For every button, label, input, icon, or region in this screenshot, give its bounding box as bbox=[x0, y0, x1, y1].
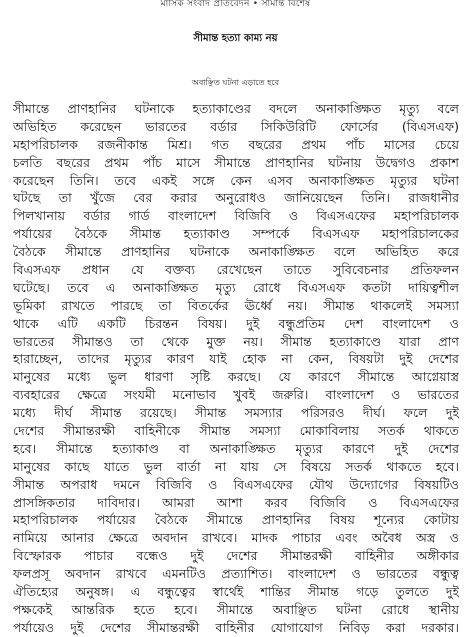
subheadline: অবাঞ্ছিত ঘটনা এড়াতে হবে bbox=[191, 78, 280, 87]
article-line: বিস্ফোরক পাচার বন্ধেও দুই দেশের সীমান্তরক্ষী বাহিনীর অঙ্গীকার bbox=[13, 548, 459, 564]
headline: সীমান্ত হত্যা কাম্য নয় bbox=[193, 33, 278, 44]
article-line: হবে। সীমান্তে হত্যাকাণ্ড বা অনাকাঙ্ক্ষিত মৃত্যুর কারণে দুই দেশের bbox=[13, 440, 459, 456]
article-line: বৈঠকে সীমান্তে প্রাণহানির ঘটনাকে অনাকাঙ্ক্ষিত বলে অভিহিত করে bbox=[13, 244, 459, 260]
article-line: ঘটছে তা খুঁজে বের করার অনুরোধও জানিয়েছেন তিনি। রাজধানীর bbox=[13, 190, 459, 206]
article-line: হারাচ্ছেন, তাদের মৃত্যুর কারণ যাই হোক না কেন, বিষয়টা দুই দেশের bbox=[13, 351, 459, 367]
article-line: মানুষের মধ্যে ভুল ধারণা সৃষ্টি করছে। যে কারণে সীমান্তে আগ্নেয়াস্ত্র bbox=[13, 369, 459, 385]
article-line: অভিহিত করেছেন ভারতের বর্ডার সিকিউরিটি ফোর্সের (বিএসএফ) bbox=[13, 118, 459, 134]
masthead-strip: মাসিক সংবাদ প্রতিবেদন • সীমান্ত বিশেষ bbox=[160, 0, 311, 9]
article-line: ভূমিকা রাখতে পারছে তা বিতর্কের ঊর্ধ্বে নয়। সীমান্ত থাকলেই সমস্যা bbox=[13, 297, 459, 313]
article-line: দেশের সীমান্তরক্ষী বাহিনীকে সীমান্ত সমস্যা মোকাবিলায় সতর্ক থাকতে bbox=[13, 423, 459, 439]
article-line: মধ্যে দীর্ঘ সীমান্ত রয়েছে। সীমান্ত সমস্যার পরিসরও দীর্ঘ। ফলে দুই bbox=[13, 405, 459, 421]
article-line: ঘটেছে। তবে এ অনাকাঙ্ক্ষিত মৃত্যু রোধে বিএসএফ কতটা দায়িত্বশীল bbox=[13, 279, 459, 295]
article-line: সীমান্ত অপরাধ দমনে বিজিবি ও বিএসএফের যৌথ উদ্যোগের বিষয়টিও bbox=[13, 476, 459, 492]
article-line: প্রাসঙ্গিকতার দাবিদার। আমরা আশা করব বিজিবি ও বিএসএফের bbox=[13, 494, 459, 510]
article-line: মহাপরিচালক রজনীকান্ত মিশ্র। গত বছরের প্রথম পাঁচ মাসের চেয়ে bbox=[13, 136, 459, 152]
article-line: থাকে এটি একটি চিরন্তন বিষয়। দুই বন্ধুপ্রতিম দেশ বাংলাদেশ ও bbox=[13, 315, 459, 331]
article-line: ভারতের সীমান্তও তা থেকে মুক্ত নয়। সীমান্ত হত্যাকাণ্ডে যারা প্রাণ bbox=[13, 333, 459, 349]
article-line: পর্যায়েও দুই দেশের সীমান্তরক্ষী বাহিনীর যোগাযোগ নিবিড় করা দরকার। bbox=[13, 619, 459, 635]
article-line: নামিয়ে আনার ক্ষেত্রে অবদান রাখবে। মাদক পাচার এবং অবৈধ অস্ত্র ও bbox=[13, 530, 459, 546]
article-line: পক্ষকেই আন্তরিক হতে হবে। সীমান্তে অবাঞ্ছিত ঘটনা রোধে স্থানীয় bbox=[13, 601, 459, 617]
article-line: ঐতিহ্যের অনুষঙ্গ। এ বন্ধুত্বের স্বার্থেই শান্তির সীমান্ত গড়ে তুলতে দুই bbox=[13, 584, 459, 600]
article-line: ব্যবহারের ক্ষেত্রে সংযমী মনোভাব খুবই জরুরি। বাংলাদেশ ও ভারতের bbox=[13, 387, 459, 403]
article-line: পর্যায়ের বৈঠকে সীমান্ত হত্যাকাণ্ড সম্পর্কে বিএসএফ মহাপরিচালকের bbox=[13, 226, 459, 242]
article-line: করেছেন তিনি। তবে একই সঙ্গে কেন এসব অনাকাঙ্ক্ষিত মৃত্যুর ঘটনা bbox=[13, 172, 459, 188]
article-line: বিএসএফ প্রধান যে বক্তব্য রেখেছেন তাতে সুবিবেচনার প্রতিফলন bbox=[13, 262, 459, 278]
article-body bbox=[13, 100, 459, 637]
article-line: মহাপরিচালক পর্যায়ের বৈঠকে সীমান্তে প্রাণহানির বিষয় শূন্যের কোটায় bbox=[13, 512, 459, 528]
article-line: পিলখানায় বর্ডার গার্ড বাংলাদেশ বিজিবি ও বিএসএফের মহাপরিচালক bbox=[13, 208, 459, 224]
article-line: চলতি বছরের প্রথম পাঁচ মাসে সীমান্তে প্রাণহানির ঘটনায় উদ্বেগও প্রকাশ bbox=[13, 154, 459, 170]
article-line: সীমান্তে প্রাণহানির ঘটনাকে হত্যাকাণ্ডের বদলে অনাকাঙ্ক্ষিত মৃত্যু বলে bbox=[13, 101, 459, 116]
article-line: ফলপ্রসূ অবদান রাখবে এমনটিও প্রত্যাশিত। বাংলাদেশ ও ভারতের বন্ধুত্ব bbox=[13, 566, 459, 582]
article-line: মানুষের কাছে যাতে ভুল বার্তা না যায় সে বিষয়ে সতর্ক থাকতে হবে। bbox=[13, 458, 459, 474]
